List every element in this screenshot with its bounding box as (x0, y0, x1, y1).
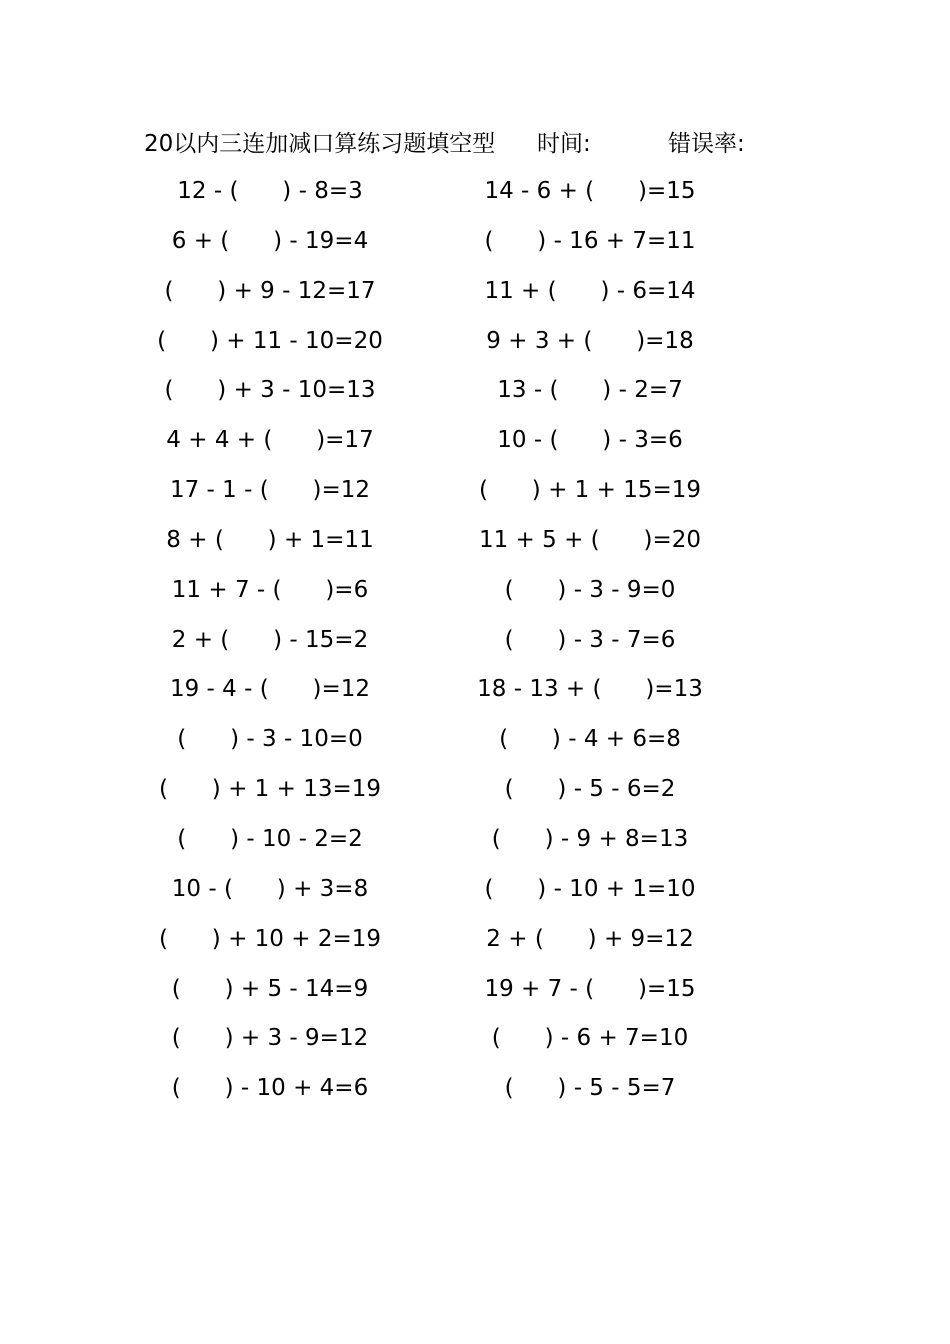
problem-row: ( ) - 3 - 10=0 (177, 726, 363, 753)
problem-row: ( ) - 6 + 7=10 (491, 1025, 689, 1052)
problem-row: 18 - 13 + ( )=13 (477, 676, 703, 703)
problem-row: 19 + 7 - ( )=15 (484, 975, 696, 1002)
problem-row: ( ) + 3 - 10=13 (164, 377, 376, 404)
error-rate-label: 错误率: (668, 131, 745, 157)
problem-row: ( ) - 5 - 5=7 (504, 1075, 676, 1102)
problem-row: ( ) - 10 + 1=10 (484, 875, 696, 902)
problem-row: 11 + 7 - ( )=6 (171, 576, 369, 603)
right-problem-column (440, 166, 740, 1113)
problem-row: ( ) + 10 + 2=19 (158, 925, 382, 952)
problem-row: ( ) - 3 - 9=0 (504, 576, 676, 603)
problem-row: ( ) + 3 - 9=12 (171, 1025, 369, 1052)
problem-row: 6 + ( ) - 19=4 (171, 227, 369, 254)
time-label: 时间: (537, 131, 591, 157)
problem-row: ( ) - 4 + 6=8 (499, 726, 681, 753)
problem-row: ( ) + 1 + 15=19 (478, 477, 702, 504)
problem-row: ( ) + 11 - 10=20 (157, 327, 383, 354)
problem-row: ( ) + 5 - 14=9 (171, 975, 369, 1002)
problem-row: 11 + ( ) - 6=14 (484, 277, 696, 304)
problem-row: 2 + ( ) + 9=12 (486, 925, 694, 952)
problem-row: 8 + ( ) + 1=11 (166, 526, 374, 553)
problem-row: ( ) - 10 - 2=2 (177, 825, 363, 852)
problem-row: 11 + 5 + ( )=20 (478, 526, 702, 553)
worksheet-title: 20以内三连加减口算练习题填空型 (144, 131, 496, 157)
problem-row: ( ) + 9 - 12=17 (164, 277, 376, 304)
problem-row: 10 - ( ) - 3=6 (497, 427, 683, 454)
problem-row: ( ) - 10 + 4=6 (171, 1075, 369, 1102)
worksheet-header (144, 124, 784, 164)
problem-row: 4 + 4 + ( )=17 (166, 427, 374, 454)
problem-row: ( ) + 1 + 13=19 (158, 776, 382, 803)
problem-row: ( ) - 3 - 7=6 (504, 626, 676, 653)
problem-row: 14 - 6 + ( )=15 (484, 178, 696, 204)
problem-row: ( ) - 5 - 6=2 (504, 776, 676, 803)
problem-row: 17 - 1 - ( )=12 (169, 477, 371, 504)
problem-row: 9 + 3 + ( )=18 (486, 327, 694, 354)
problem-row: 13 - ( ) - 2=7 (497, 377, 683, 404)
problem-row: 10 - ( ) + 3=8 (171, 875, 369, 902)
problem-row: 12 - ( ) - 8=3 (177, 178, 363, 204)
problem-row: ( ) - 9 + 8=13 (491, 825, 689, 852)
problem-row: 2 + ( ) - 15=2 (171, 626, 369, 653)
left-problem-column (120, 166, 420, 1113)
problem-row: ( ) - 16 + 7=11 (484, 227, 696, 254)
problem-row: 19 - 4 - ( )=12 (169, 676, 371, 703)
